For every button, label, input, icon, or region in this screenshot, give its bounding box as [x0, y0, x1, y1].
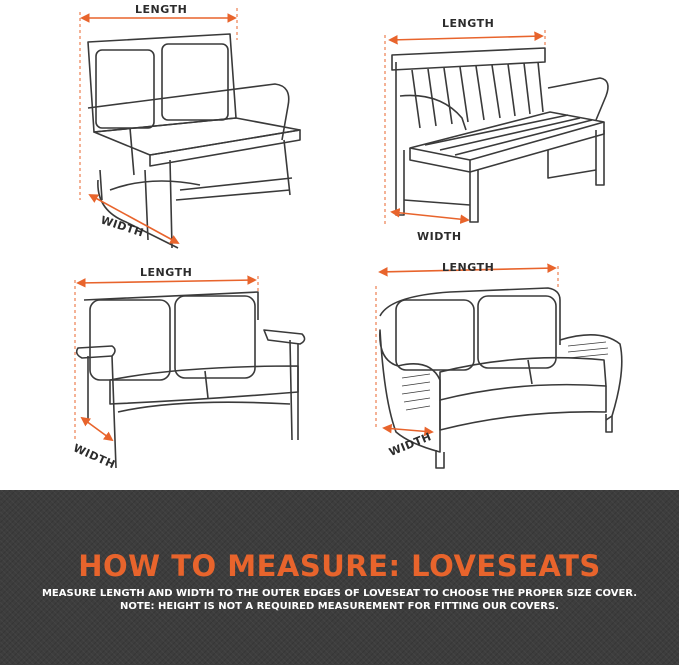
glider-width-label: WIDTH: [99, 213, 146, 240]
bench-width-label: WIDTH: [417, 230, 462, 243]
banner-line-2: NOTE: HEIGHT IS NOT A REQUIRED MEASUREMENT FOR FITTING OUR COVERS.: [120, 601, 559, 612]
loveseat-length-label: LENGTH: [140, 266, 193, 279]
banner-title: HOW TO MEASURE: LOVESEATS: [78, 549, 601, 583]
banner-line-1: MEASURE LENGTH AND WIDTH TO THE OUTER EDGES OF LOVESEAT TO CHOOSE THE PROPER SIZE COVER.: [41, 588, 637, 599]
wicker-width-label: WIDTH: [387, 430, 434, 459]
glider-illustration: [80, 8, 300, 248]
wicker-length-label: LENGTH: [442, 261, 495, 274]
loveseat-illustration: [75, 276, 305, 468]
bench-illustration: [385, 30, 608, 225]
loveseat-width-label: WIDTH: [71, 441, 118, 472]
glider-length-label: LENGTH: [135, 3, 188, 16]
bench-length-label: LENGTH: [442, 17, 495, 30]
